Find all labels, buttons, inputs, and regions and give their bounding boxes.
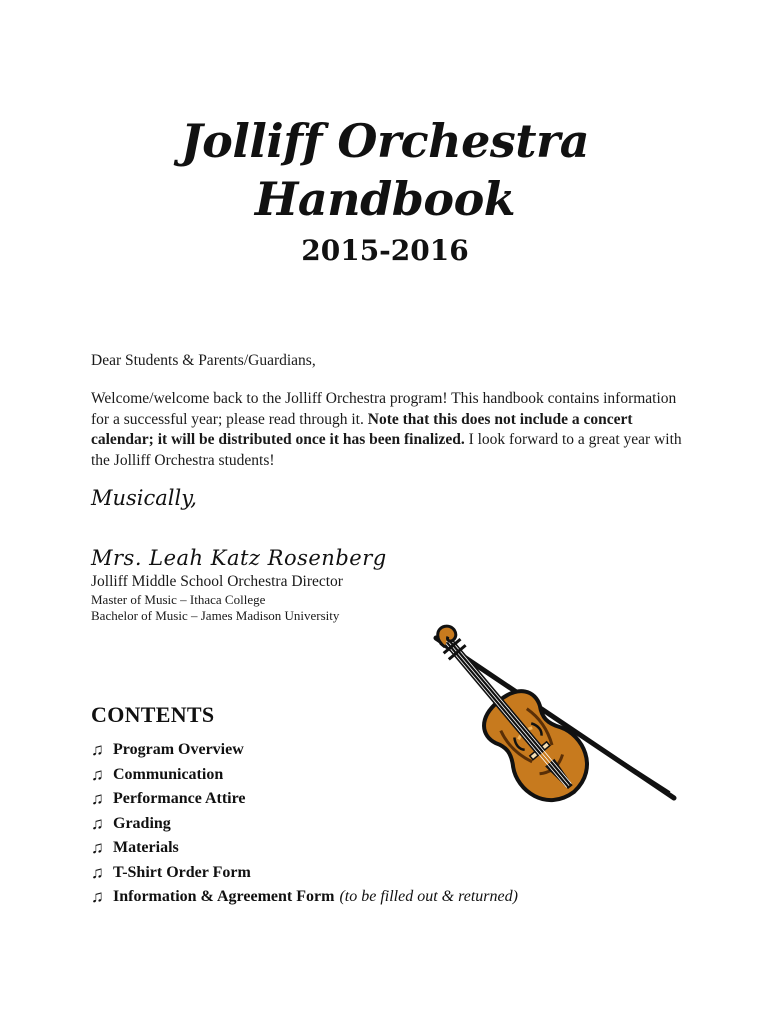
welcome-paragraph — [91, 389, 691, 471]
music-note-icon: ♫ — [91, 838, 104, 858]
contents-item-agreement-form — [91, 885, 518, 910]
contents-item-performance-attire — [91, 787, 518, 812]
salutation: Dear Students & Parents/Guardians, — [91, 352, 316, 369]
contents-list — [91, 738, 518, 910]
contents-heading: CONTENTS — [91, 702, 215, 727]
contents-item-note: (to be filled out & returned) — [339, 888, 518, 906]
music-note-icon: ♫ — [91, 862, 104, 882]
school-year: 2015-2016 — [301, 234, 469, 267]
contents-item-label: Communication — [113, 765, 224, 783]
contents-item-label: T-Shirt Order Form — [113, 863, 251, 881]
signature-name: Mrs. Leah Katz Rosenberg — [91, 546, 387, 570]
contents-item-materials — [91, 836, 518, 861]
contents-item-label: Grading — [113, 814, 171, 832]
director-title: Jolliff Middle School Orchestra Director — [91, 573, 343, 590]
contents-item-label: Performance Attire — [113, 790, 246, 808]
closing: Musically, — [91, 486, 197, 510]
welcome-text-end: I look forward to a great year with the Jolliff Orchestra students! — [91, 431, 682, 469]
contents-item-grading — [91, 812, 518, 837]
music-note-icon: ♫ — [91, 789, 104, 809]
credential-bachelors: Bachelor of Music – James Madison University — [91, 608, 340, 623]
welcome-text-start: Welcome/welcome back to the Jolliff Orchestra program! This handbook contains information for a successful year; please read through it. — [91, 390, 677, 428]
title-line-1: Jolliff Orchestra — [180, 114, 590, 168]
welcome-text-bold: Note that this does not include a concert calendar; it will be distributed once it has been finalized. — [91, 410, 633, 448]
credential-masters: Master of Music – Ithaca College — [91, 592, 266, 607]
title-line-2: Handbook — [254, 172, 516, 226]
contents-item-program-overview — [91, 738, 518, 763]
contents-item-label: Materials — [113, 839, 179, 857]
music-note-icon: ♫ — [91, 764, 104, 784]
contents-item-label: Program Overview — [113, 741, 244, 759]
contents-item-communication — [91, 763, 518, 788]
contents-item-label: Information & Agreement Form — [113, 888, 335, 906]
contents-item-tshirt-order-form — [91, 861, 518, 886]
music-note-icon: ♫ — [91, 740, 104, 760]
music-note-icon: ♫ — [91, 813, 104, 833]
music-note-icon: ♫ — [91, 887, 104, 907]
